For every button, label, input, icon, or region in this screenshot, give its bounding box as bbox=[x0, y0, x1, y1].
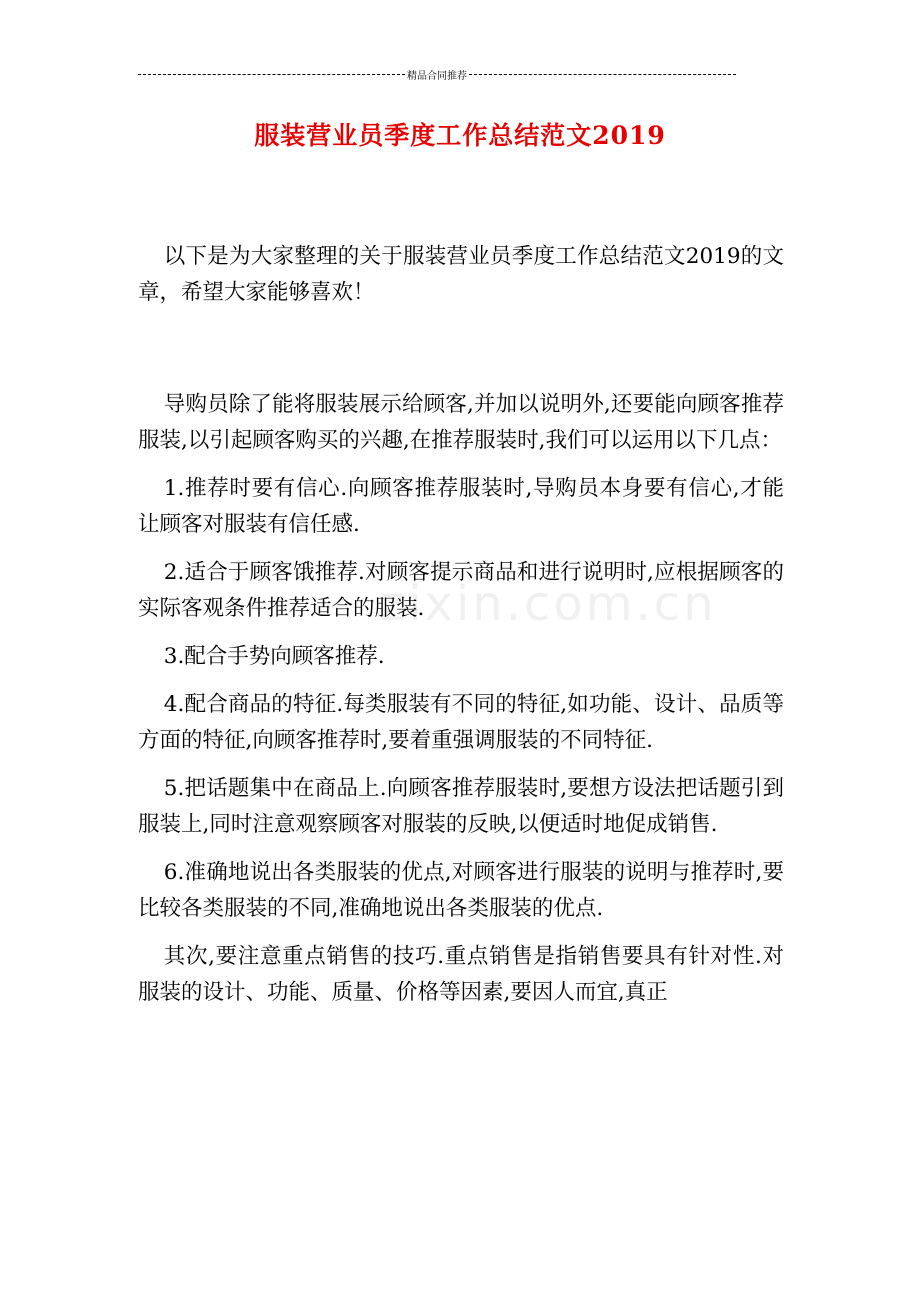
page-header bbox=[138, 66, 736, 82]
header-dash-left bbox=[138, 74, 405, 75]
list-item-4: 4.配合商品的特征.每类服装有不同的特征,如功能、设计、品质等方面的特征,向顾客推荐时,要着重强调服装的不同特征. bbox=[138, 692, 784, 753]
header-label: 精品合同推荐 bbox=[407, 70, 467, 82]
list-item-2: 2.适合于顾客饿推荐.对顾客提示商品和进行说明时,应根据顾客的实际客观条件推荐适合的服装. bbox=[138, 560, 784, 621]
intro-paragraph: 以下是为大家整理的关于服装营业员季度工作总结范文2019的文章，希望大家能够喜欢！ bbox=[138, 244, 784, 305]
list-item-1: 1.推荐时要有信心.向顾客推荐服装时,导购员本身要有信心,才能让顾客对服装有信任感. bbox=[138, 476, 784, 537]
body-paragraph: 导购员除了能将服装展示给顾客,并加以说明外,还要能向顾客推荐服装,以引起顾客购买的兴趣,在推荐服装时,我们可以运用以下几点： bbox=[138, 392, 784, 453]
list-item-6: 6.准确地说出各类服装的优点,对顾客进行服装的说明与推荐时,要比较各类服装的不同,准确地说出各类服装的优点. bbox=[138, 860, 784, 921]
watermark: zixin.com.cn bbox=[380, 576, 717, 632]
header-dash-right bbox=[469, 74, 736, 75]
document-body bbox=[138, 239, 784, 1023]
list-item-3: 3.配合手势向顾客推荐. bbox=[163, 644, 385, 669]
list-item-5: 5.把话题集中在商品上.向顾客推荐服装时,要想方设法把话题引到服装上,同时注意观察顾客对服装的反映,以便适时地促成销售. bbox=[138, 776, 784, 837]
body-paragraph-closing: 其次,要注意重点销售的技巧.重点销售是指销售要具有针对性.对服装的设计、功能、质量、价格等因素,要因人而宜,真正 bbox=[138, 944, 784, 1005]
document-title: 服装营业员季度工作总结范文2019 bbox=[254, 121, 666, 150]
